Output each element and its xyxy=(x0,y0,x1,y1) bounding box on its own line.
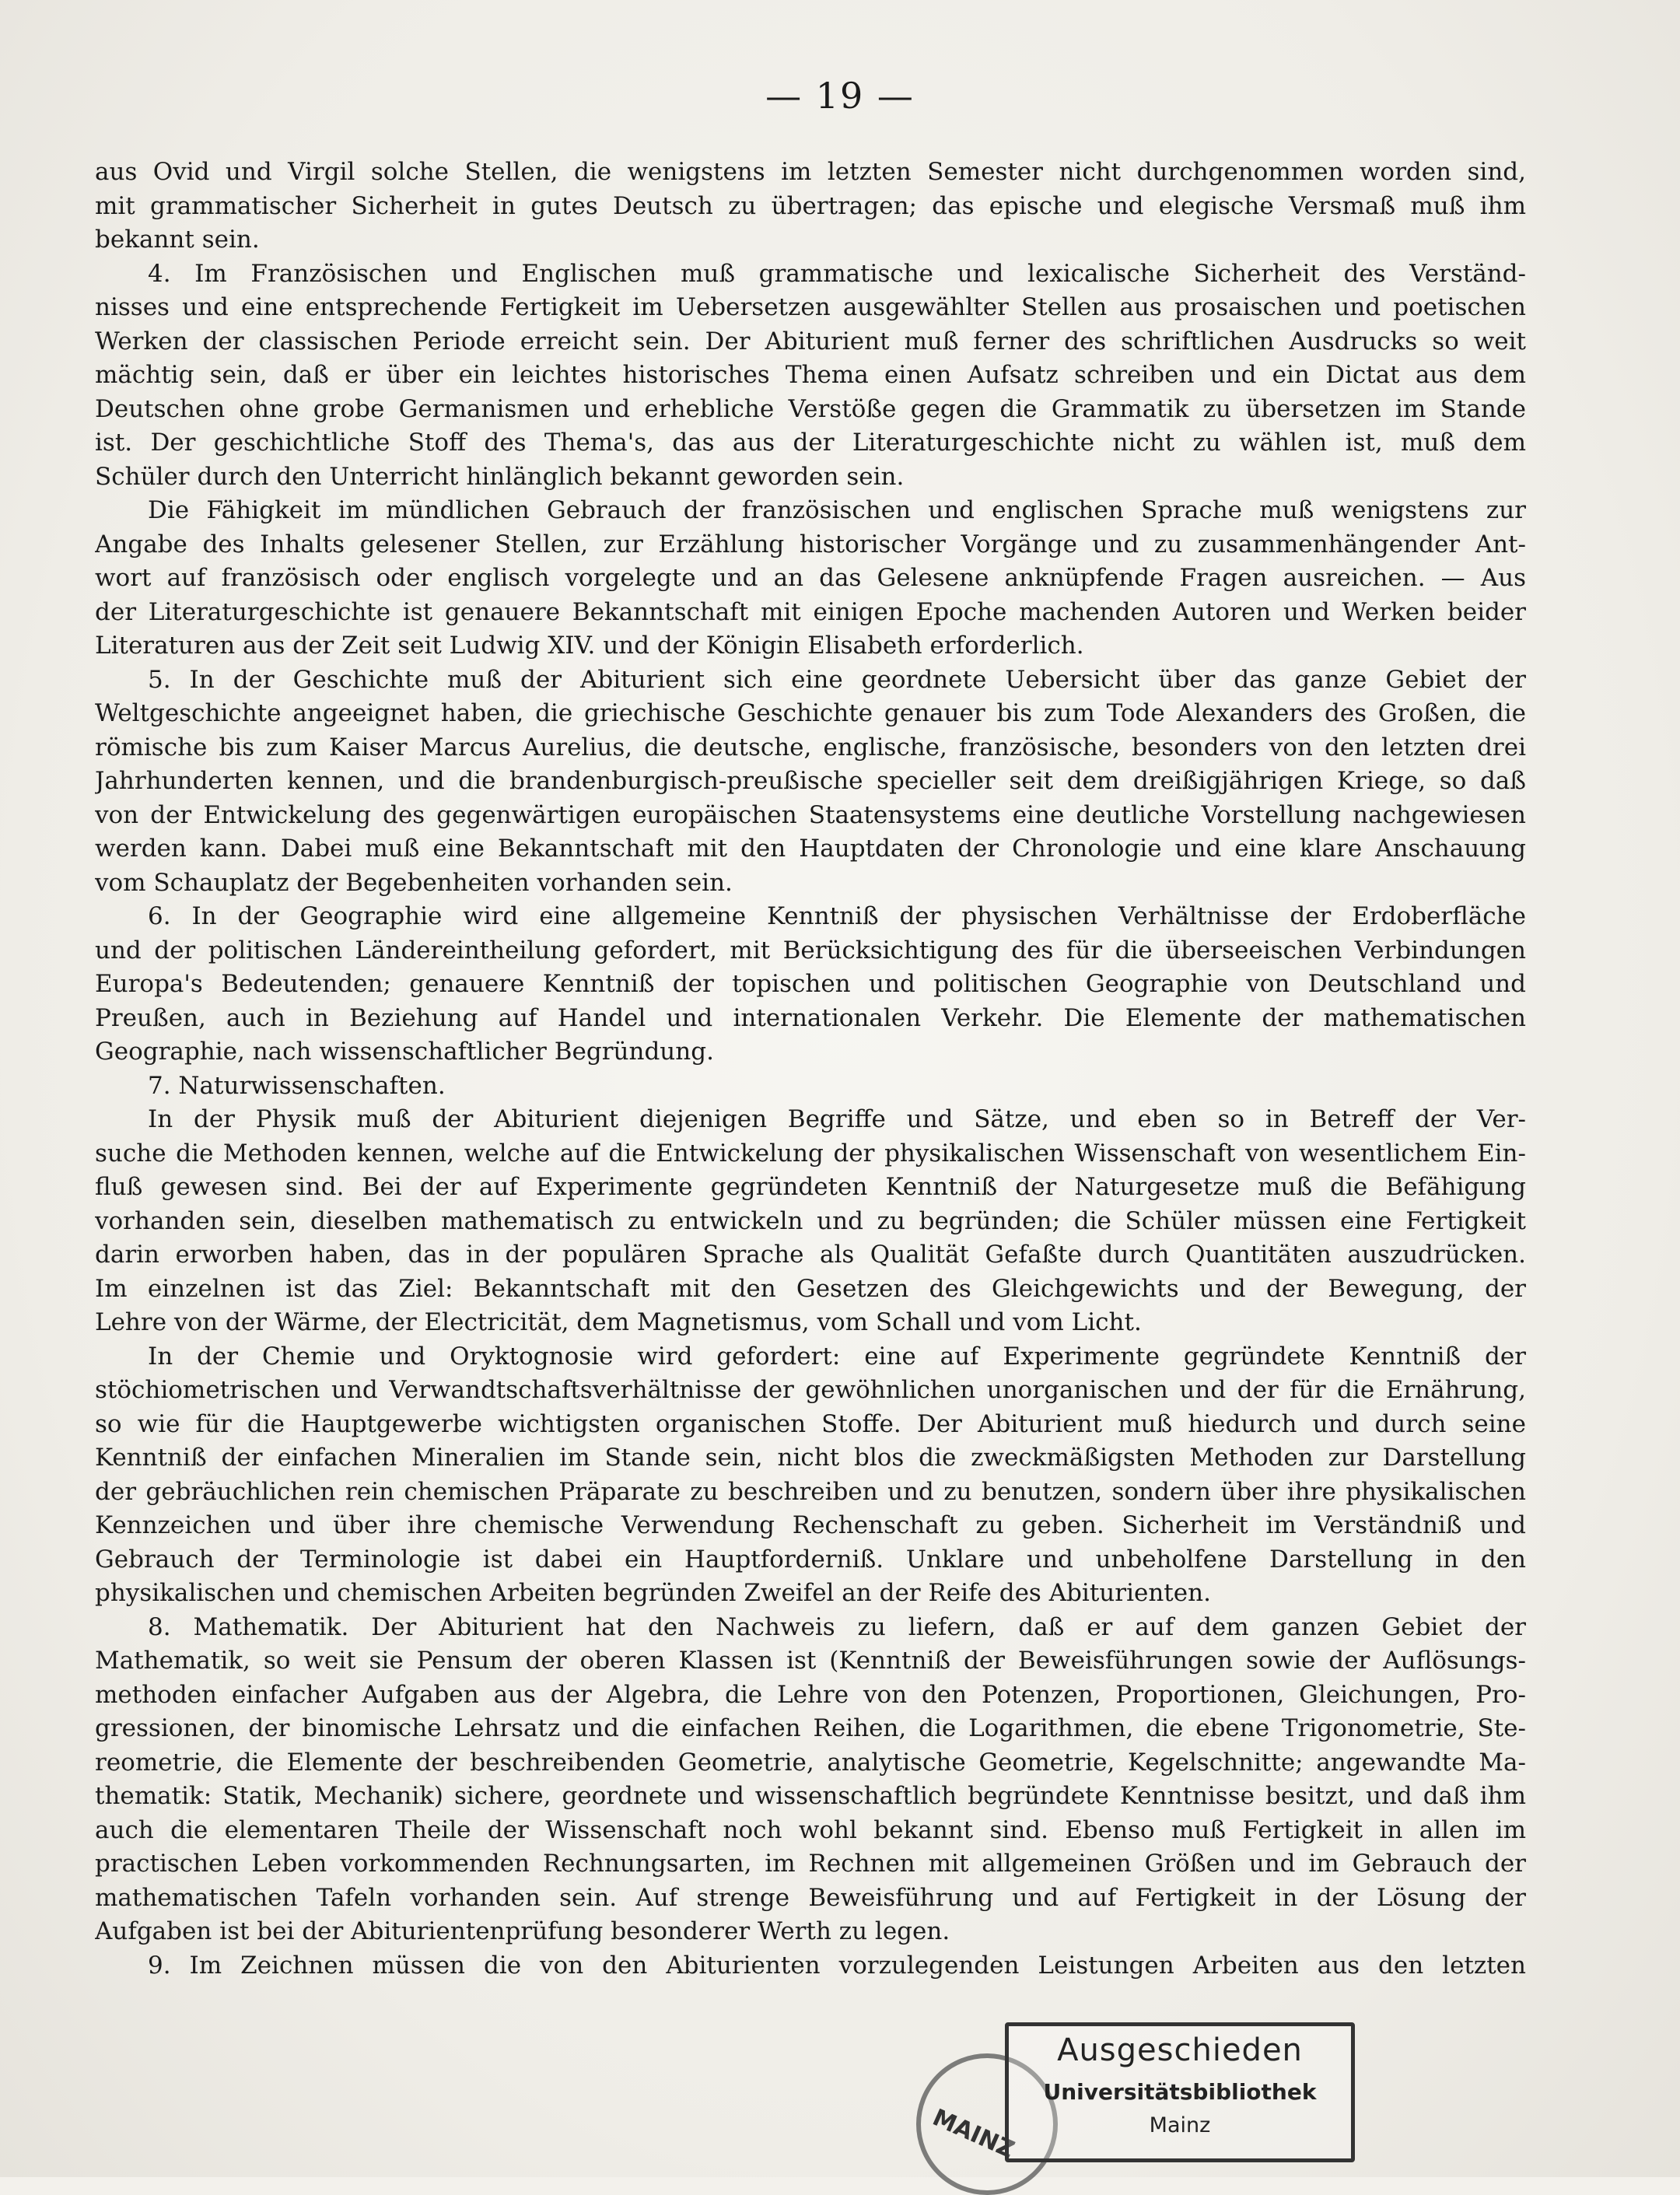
text-line: Werken der classischen Periode erreicht sein. Der Abiturient muß ferner des schriftlichen Ausdrucks so weit xyxy=(95,327,1526,355)
text-line: Jahrhunderten kennen, und die brandenburgisch-preußische specieller seit dem dreißigjährigen Kriege, so daß xyxy=(95,767,1526,795)
text-line: nisses und eine entsprechende Fertigkeit im Uebersetzen ausgewählter Stellen aus prosaischen und poetischen xyxy=(95,293,1526,321)
text-line: 4. Im Französischen und Englischen muß grammatische und lexicalische Sicherheit des Verständ- xyxy=(148,259,1526,288)
text-line: von der Entwickelung des gegenwärtigen europäischen Staatensystems eine deutliche Vorstellung nachgewiesen xyxy=(95,800,1526,829)
text-line: practischen Leben vorkommenden Rechnungsarten, im Rechnen mit allgemeinen Größen und im Gebrauch der xyxy=(95,1850,1526,1878)
text-line: der Literaturgeschichte ist genauere Bekanntschaft mit einigen Epoche machenden Autoren und Werken beider xyxy=(95,597,1526,626)
text-line: bekannt sein. xyxy=(95,226,260,254)
page-number: — 19 — xyxy=(765,75,915,117)
text-line: Weltgeschichte angeeignet haben, die griechische Geschichte genauer bis zum Tode Alexanders des Großen, die xyxy=(95,699,1526,727)
text-line: suche die Methoden kennen, welche auf die Entwickelung der physikalischen Wissenschaft von wesentlichem Ein- xyxy=(95,1139,1526,1168)
text-line: Im einzelnen ist das Ziel: Bekanntschaft mit den Gesetzen des Gleichgewichts und der Bewegung, der xyxy=(95,1274,1526,1303)
text-line: fluß gewesen sind. Bei der auf Experimente gegründeten Kenntniß der Naturgesetze muß die Befähigung xyxy=(95,1173,1526,1201)
text-line: auch die elementaren Theile der Wissenschaft noch wohl bekannt sind. Ebenso muß Fertigkeit in allen im xyxy=(95,1815,1526,1844)
text-line: mächtig sein, daß er über ein leichtes historisches Thema einen Aufsatz schreiben und ein Dictat aus dem xyxy=(95,361,1526,389)
text-line: so wie für die Hauptgewerbe wichtigsten organischen Stoffe. Der Abiturient muß hiedurch und durch seine xyxy=(95,1409,1526,1438)
text-line: methoden einfacher Aufgaben aus der Algebra, die Lehre von den Potenzen, Proportionen, Gleichungen, Pro- xyxy=(95,1680,1526,1709)
text-line: thematik: Statik, Mechanik) sichere, geordnete und wissenschaftlich begründete Kenntnisse besitzt, und daß ihm xyxy=(95,1782,1526,1810)
stamp-line-3: Mainz xyxy=(1149,2113,1211,2137)
text-line: In der Chemie und Oryktognosie wird gefordert: eine auf Experimente gegründete Kenntniß der xyxy=(148,1342,1526,1371)
text-line: darin erworben haben, das in der populären Sprache als Qualität Gefaßte durch Quantitäten auszudrücken. xyxy=(95,1241,1526,1269)
text-line: aus Ovid und Virgil solche Stellen, die wenigstens im letzten Semester nicht durchgenommen worden sind, xyxy=(95,158,1526,186)
text-line: Schüler durch den Unterricht hinlänglich bekannt geworden sein. xyxy=(95,462,905,491)
text-line: wort auf französisch oder englisch vorgelegte und an das Gelesene anknüpfende Fragen ausreichen. — Aus xyxy=(95,564,1526,592)
text-line: stöchiometrischen und Verwandtschaftsverhältnisse der gewöhnlichen unorganischen und der für die Ernährung, xyxy=(95,1376,1526,1404)
text-line: Aufgaben ist bei der Abiturientenprüfung besonderer Werth zu legen. xyxy=(95,1917,950,1945)
text-line: Die Fähigkeit im mündlichen Gebrauch der französischen und englischen Sprache muß wenigstens zur xyxy=(148,496,1526,524)
text-line: mit grammatischer Sicherheit in gutes Deutsch zu übertragen; das epische und elegische Versmaß muß ihm xyxy=(95,191,1526,220)
body-text xyxy=(95,156,1526,1983)
text-line: 9. Im Zeichnen müssen die von den Abiturienten vorzulegenden Leistungen Arbeiten aus den letzten xyxy=(148,1951,1526,1980)
stamp-line-2: Universitätsbibliothek xyxy=(1043,2079,1317,2105)
text-line: werden kann. Dabei muß eine Bekanntschaft mit den Hauptdaten der Chronologie und eine klare Anschauung xyxy=(95,835,1526,863)
text-line: römische bis zum Kaiser Marcus Aurelius, die deutsche, englische, französische, besonders von den letzten drei xyxy=(95,733,1526,761)
text-line: Kennzeichen und über ihre chemische Verwendung Rechenschaft zu geben. Sicherheit im Verständniß und xyxy=(95,1511,1526,1539)
text-line: 6. In der Geographie wird eine allgemeine Kenntniß der physischen Verhältnisse der Erdoberfläche xyxy=(148,902,1526,930)
text-line: 5. In der Geschichte muß der Abiturient sich eine geordnete Uebersicht über das ganze Gebiet der xyxy=(148,665,1526,694)
library-seal-text: MAINZ xyxy=(928,2103,1019,2165)
text-line: der gebräuchlichen rein chemischen Präparate zu beschreiben und zu benutzen, sondern über ihre physikalischen xyxy=(95,1477,1526,1506)
text-line: Kenntniß der einfachen Mineralien im Stande sein, nicht blos die zweckmäßigsten Methoden zur Darstellung xyxy=(95,1444,1526,1472)
text-line: mathematischen Tafeln vorhanden sein. Auf strenge Beweisführung und auf Fertigkeit in der Lösung der xyxy=(95,1883,1526,1912)
text-line: vorhanden sein, dieselben mathematisch zu entwickeln und zu begründen; die Schüler müssen eine Fertigkeit xyxy=(95,1206,1526,1235)
text-line: 7. Naturwissenschaften. xyxy=(148,1071,446,1100)
text-line: Angabe des Inhalts gelesener Stellen, zur Erzählung historischer Vorgänge und zu zusammenhängender Ant- xyxy=(95,530,1526,558)
text-line: Geographie, nach wissenschaftlicher Begründung. xyxy=(95,1038,714,1066)
text-line: ist. Der geschichtliche Stoff des Thema's, das aus der Literaturgeschichte nicht zu wählen ist, muß dem xyxy=(95,429,1526,457)
text-line: gressionen, der binomische Lehrsatz und die einfachen Reihen, die Logarithmen, die ebene Trigonometrie, Ste- xyxy=(95,1714,1526,1742)
text-line: 8. Mathematik. Der Abiturient hat den Nachweis zu liefern, daß er auf dem ganzen Gebiet der xyxy=(148,1612,1526,1641)
text-line: Mathematik, so weit sie Pensum der oberen Klassen ist (Kenntniß der Beweisführungen sowie der Auflösungs- xyxy=(95,1647,1526,1675)
text-line: Lehre von der Wärme, der Electricität, dem Magnetismus, vom Schall und vom Licht. xyxy=(95,1308,1142,1336)
withdrawn-stamp xyxy=(1005,2022,1355,2162)
stamp-line-1: Ausgeschieden xyxy=(1057,2032,1303,2068)
text-line: physikalischen und chemischen Arbeiten begründen Zweifel an der Reife des Abiturienten. xyxy=(95,1579,1211,1607)
text-line: Gebrauch der Terminologie ist dabei ein Hauptforderniß. Unklare und unbeholfene Darstellung in den xyxy=(95,1545,1526,1574)
text-line: Literaturen aus der Zeit seit Ludwig XIV. und der Königin Elisabeth erforderlich. xyxy=(95,632,1084,660)
text-line: Preußen, auch in Beziehung auf Handel und internationalen Verkehr. Die Elemente der mathematischen xyxy=(95,1003,1526,1032)
text-line: Europa's Bedeutenden; genauere Kenntniß der topischen und politischen Geographie von Deutschland und xyxy=(95,970,1526,998)
text-line: reometrie, die Elemente der beschreibenden Geometrie, analytische Geometrie, Kegelschnitte; angewandte Ma- xyxy=(95,1748,1526,1777)
text-line: vom Schauplatz der Begebenheiten vorhanden sein. xyxy=(95,868,733,897)
text-line: Deutschen ohne grobe Germanismen und erhebliche Verstöße gegen die Grammatik zu übersetzen im Stande xyxy=(95,394,1526,423)
text-line: und der politischen Ländereintheilung gefordert, mit Berücksichtigung des für die überseeischen Verbindungen xyxy=(95,936,1526,964)
text-line: In der Physik muß der Abiturient diejenigen Begriffe und Sätze, und eben so in Betreff der Ver- xyxy=(148,1105,1526,1133)
